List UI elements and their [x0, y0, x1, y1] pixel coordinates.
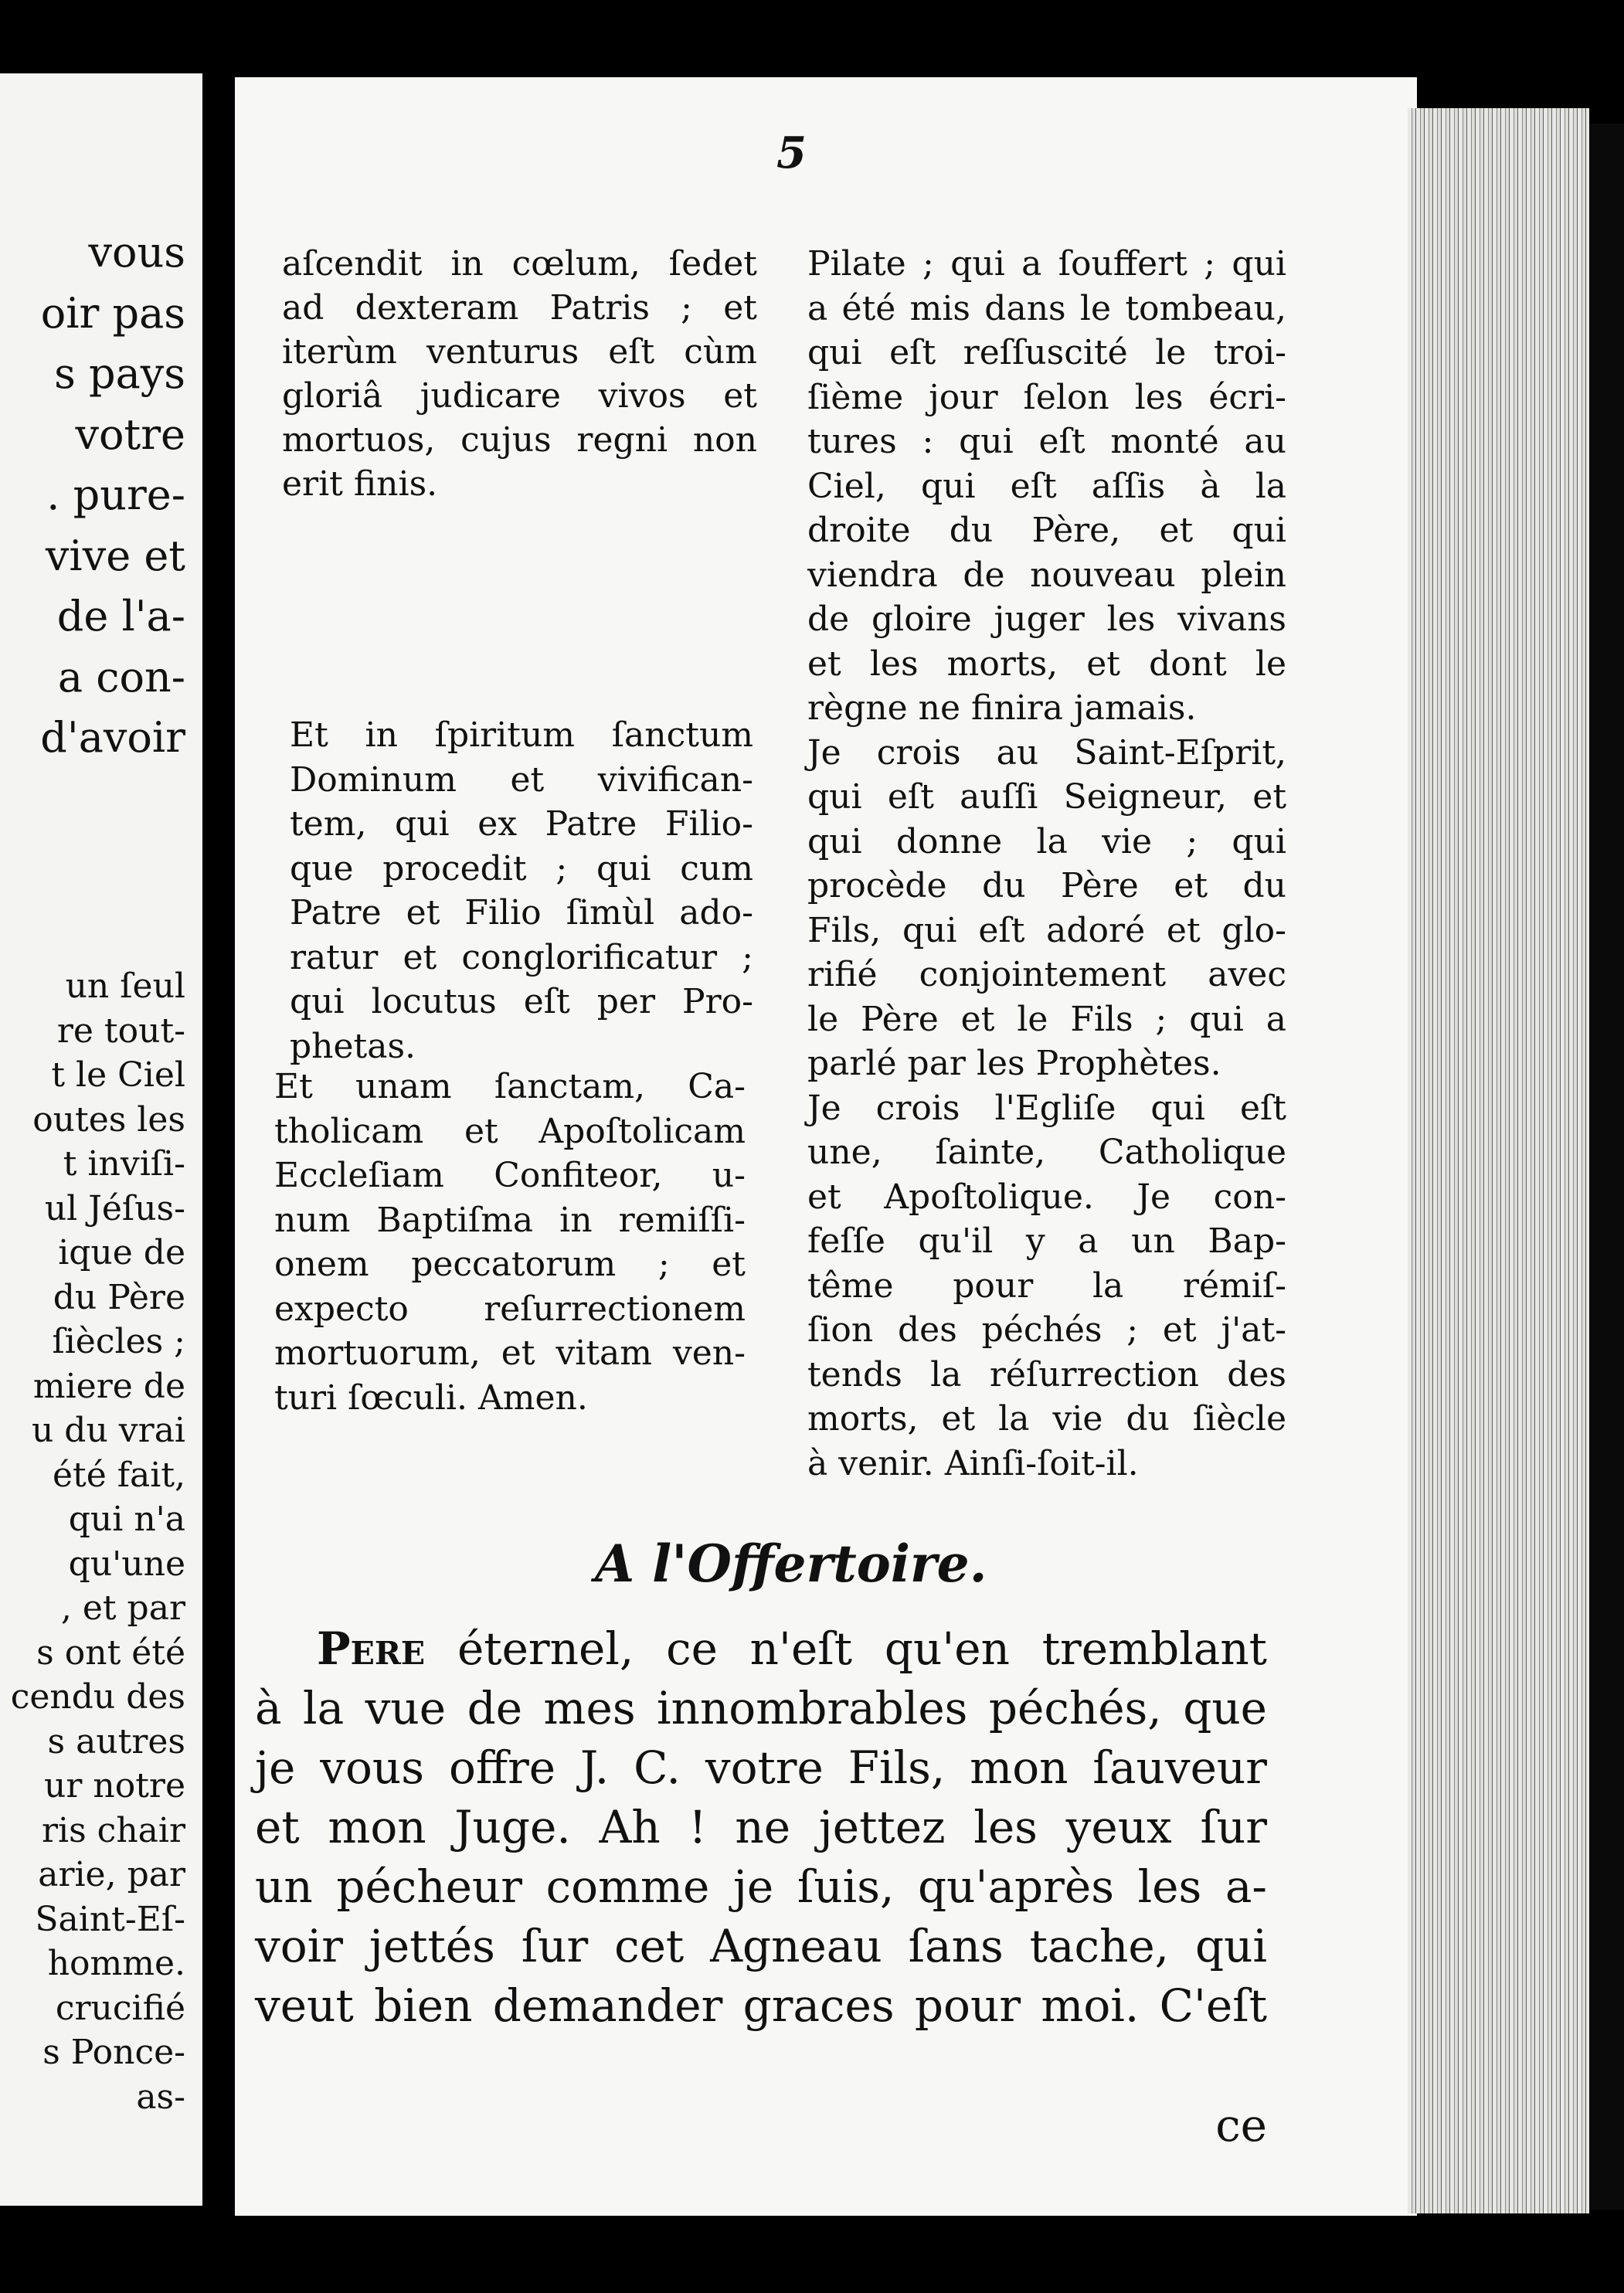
facing-page-line: ul Jéſus-: [44, 1188, 185, 1228]
text-line: qui donne la vie ; qui: [807, 821, 1286, 861]
text-line: procède du Père et du: [807, 866, 1286, 905]
facing-page-line: miere de: [32, 1366, 185, 1406]
facing-page-line: cendu des: [10, 1677, 185, 1717]
text-line: num Baptiſma in remiſſi-: [274, 1200, 746, 1240]
facing-page-line: ſiècles ;: [52, 1322, 185, 1361]
facing-page-line: u du vrai: [31, 1411, 185, 1450]
text-line: et les morts, et dont le: [807, 644, 1286, 684]
prayer-line: je vous offre J. C. votre Fils, mon ſauveur: [255, 1741, 1267, 1794]
text-line: viendra de nouveau plein: [807, 555, 1286, 595]
text-line: Ciel, qui eſt aſſis à la: [807, 466, 1286, 506]
text-line: morts, et la vie du ſiècle: [807, 1399, 1286, 1439]
text-line: droite du Père, et qui: [807, 511, 1286, 550]
text-line: tême pour la rémiſ-: [807, 1265, 1286, 1306]
text-line: aſcendit in cœlum, ſedet: [282, 244, 757, 284]
facing-page-line: oir pas: [40, 288, 185, 338]
text-line: parlé par les Prophètes.: [807, 1044, 1221, 1083]
text-line: qui locutus eſt per Pro-: [290, 982, 753, 1021]
prayer-line: à la vue de mes innombrables péchés, que: [255, 1682, 1267, 1734]
prayer-line: et mon Juge. Ah ! ne jettez les yeux ſur: [255, 1801, 1267, 1853]
catchword: ce: [1215, 2099, 1267, 2152]
page-number: 5: [776, 127, 807, 178]
facing-page-line: votre: [75, 409, 185, 459]
text-line: que procedit ; qui cum: [290, 848, 753, 888]
facing-page-line: un ſeul: [65, 966, 185, 1006]
prayer-line-text: éternel, ce n'eſt qu'en tremblant: [425, 1622, 1267, 1675]
text-line: ad dexteram Patris ; et: [282, 288, 757, 328]
text-line: expecto reſurrectionem: [274, 1289, 746, 1329]
text-line: Je crois l'Egliſe qui eſt: [807, 1088, 1286, 1128]
text-line: qui eſt auſſi Seigneur, et: [807, 777, 1286, 817]
text-line: gloriâ judicare vivos et: [282, 376, 757, 416]
facing-page-line: arie, par: [38, 1855, 185, 1894]
facing-page-line: , et par: [60, 1588, 185, 1628]
text-line: tholicam et Apoſtolicam: [274, 1111, 746, 1151]
facing-page-line: ur notre: [44, 1766, 185, 1806]
text-line: phetas.: [290, 1026, 416, 1066]
section-heading-offertoire: A l'Offertoire.: [595, 1534, 987, 1594]
facing-page-line: . pure-: [46, 470, 185, 519]
text-line: tends la réſurrection des: [807, 1354, 1286, 1394]
facing-page-left: [0, 73, 202, 2206]
facing-page-line: t le Ciel: [51, 1055, 185, 1095]
text-line: a été mis dans le tombeau,: [807, 288, 1286, 328]
text-line: Et unam ſanctam, Ca-: [274, 1067, 746, 1106]
prayer-line: veut bien demander graces pour moi. C'eſt: [255, 1979, 1267, 2032]
facing-page-line: crucifié: [55, 1988, 185, 2028]
facing-page-line: re tout-: [56, 1011, 185, 1051]
book-edge-shadow: [1589, 124, 1624, 2210]
text-line: règne ne finira jamais.: [807, 688, 1197, 728]
facing-page-line: vive et: [45, 531, 185, 580]
facing-page-line: a con-: [57, 652, 185, 701]
facing-page-line: s pays: [54, 349, 185, 398]
text-line: ſion des péchés ; et j'at-: [807, 1310, 1286, 1350]
text-line: Pilate ; qui a ſouffert ; qui: [807, 244, 1286, 284]
facing-page-line: s autres: [47, 1721, 185, 1761]
text-line: de gloire juger les vivans: [807, 600, 1286, 639]
facing-page-line: ris chair: [42, 1810, 185, 1850]
prayer-line: [317, 1622, 1267, 1675]
facing-page-line: outes les: [32, 1099, 185, 1140]
facing-page-line: vous: [88, 228, 185, 277]
facing-page-line: ique de: [58, 1233, 185, 1272]
facing-page-line: t inviſi-: [63, 1144, 185, 1184]
facing-page-line: du Père: [53, 1277, 185, 1317]
text-line: erit finis.: [282, 464, 438, 504]
text-line: le Père et le Fils ; qui a: [807, 999, 1286, 1039]
facing-page-line: s Ponce-: [42, 2033, 185, 2072]
facing-page-line: s ont été: [36, 1632, 185, 1673]
text-line: mortuorum, et vitam ven-: [274, 1333, 746, 1373]
text-line: feſſe qu'il y a un Bap-: [807, 1221, 1286, 1261]
prayer-line: voir jettés ſur cet Agneau ſans tache, qui: [255, 1920, 1267, 1972]
facing-page-line: qui n'a: [68, 1500, 185, 1539]
facing-page-line: homme.: [47, 1944, 185, 1983]
text-line: Je crois au Saint-Eſprit,: [807, 732, 1286, 773]
initial-word: Pere: [317, 1622, 426, 1675]
text-line: iterùm venturus eſt cùm: [282, 332, 757, 372]
text-line: Patre et Filio ſimùl ado-: [290, 893, 753, 932]
text-line: Dominum et vivifican-: [290, 759, 753, 800]
text-line: Et in ſpiritum ſanctum: [290, 715, 753, 755]
text-line: à venir. Ainſi-ſoit-il.: [807, 1443, 1139, 1483]
text-line: ſième jour ſelon les écri-: [807, 377, 1286, 417]
prayer-line: un pécheur comme je ſuis, qu'après les a-: [255, 1860, 1267, 1913]
facing-page-line: été fait,: [52, 1455, 185, 1495]
facing-page-line: de l'a-: [56, 592, 185, 640]
page-edges: [1408, 108, 1589, 2213]
text-line: qui eſt reſſuscité le troi-: [807, 333, 1286, 372]
text-line: tures : qui eſt monté au: [807, 422, 1286, 461]
text-line: onem peccatorum ; et: [274, 1245, 746, 1284]
text-line: Eccleſiam Confiteor, u-: [274, 1156, 746, 1195]
facing-page-line: as-: [136, 2077, 185, 2117]
text-line: rifié conjointement avec: [807, 955, 1286, 994]
book-gutter: [202, 73, 235, 2221]
facing-page-line: d'avoir: [40, 713, 185, 762]
text-line: mortuos, cujus regni non: [282, 420, 757, 460]
text-line: tem, qui ex Patre Filio-: [290, 804, 753, 844]
facing-page-line: qu'une: [68, 1544, 185, 1584]
facing-page-line: Saint-Eſ-: [35, 1899, 185, 1939]
text-line: turi ſœculi. Amen.: [274, 1377, 588, 1418]
text-line: une, ſainte, Catholique: [807, 1133, 1286, 1172]
text-line: ratur et conglorificatur ;: [290, 937, 753, 977]
text-line: Fils, qui eſt adoré et glo-: [807, 910, 1286, 950]
text-line: et Apoſtolique. Je con-: [807, 1177, 1286, 1217]
